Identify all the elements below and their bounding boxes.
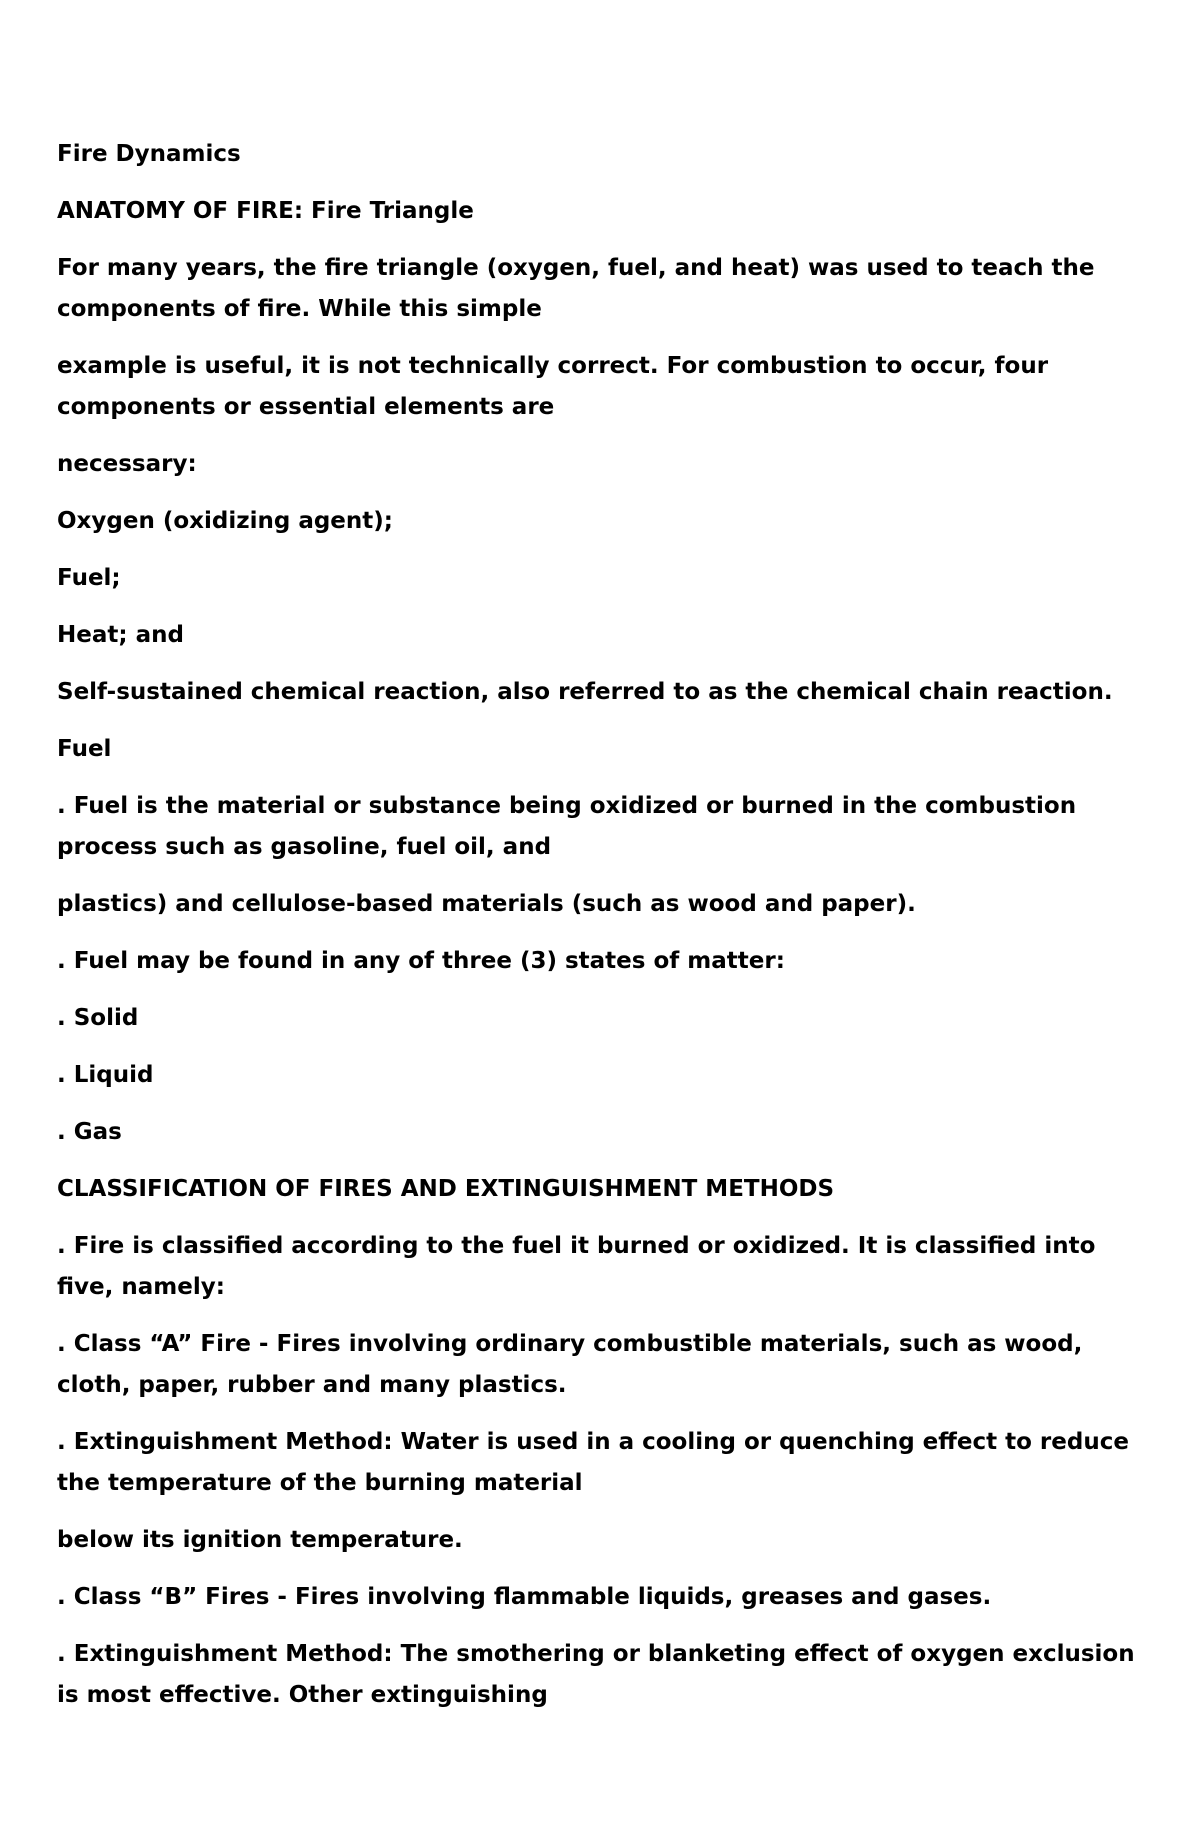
paragraph: . Fuel is the material or substance being oxidized or burned in the combustion process such as gasoline, fuel oil, and: [57, 793, 1077, 860]
paragraph: necessary:: [57, 451, 197, 477]
paragraph: plastics) and cellulose-based materials (such as wood and paper).: [57, 891, 916, 917]
list-item: . Solid: [57, 1005, 139, 1031]
paragraph: For many years, the fire triangle (oxygen, fuel, and heat) was used to teach the components of fire. While this simple: [57, 255, 1095, 322]
document-title: Fire Dynamics: [57, 141, 241, 167]
paragraph: example is useful, it is not technically correct. For combustion to occur, four components or essential elements are: [57, 353, 1049, 420]
paragraph: . Extinguishment Method: The smothering or blanketing effect of oxygen exclusion is most effective. Other extinguishing: [57, 1641, 1135, 1708]
paragraph: below its ignition temperature.: [57, 1527, 463, 1553]
paragraph: . Fuel may be found in any of three (3) states of matter:: [57, 948, 785, 974]
section-heading-anatomy: ANATOMY OF FIRE: Fire Triangle: [57, 198, 474, 224]
section-heading-classification: CLASSIFICATION OF FIRES AND EXTINGUISHMENT METHODS: [57, 1176, 835, 1202]
list-item: . Gas: [57, 1119, 122, 1145]
list-item: Heat; and: [57, 622, 184, 648]
list-item: Fuel;: [57, 565, 121, 591]
section-heading-fuel: Fuel: [57, 736, 112, 762]
paragraph: . Class “A” Fire - Fires involving ordinary combustible materials, such as wood, cloth, paper, rubber and many plastics.: [57, 1331, 1083, 1398]
document-body: [57, 134, 1147, 1732]
paragraph: . Extinguishment Method: Water is used in a cooling or quenching effect to reduce the temperature of the burning material: [57, 1429, 1129, 1496]
paragraph: . Class “B” Fires - Fires involving flammable liquids, greases and gases.: [57, 1584, 992, 1610]
list-item: Self-sustained chemical reaction, also referred to as the chemical chain reaction.: [57, 679, 1113, 705]
list-item: Oxygen (oxidizing agent);: [57, 508, 393, 534]
paragraph: . Fire is classified according to the fuel it burned or oxidized. It is classified into five, namely:: [57, 1233, 1096, 1300]
list-item: . Liquid: [57, 1062, 154, 1088]
